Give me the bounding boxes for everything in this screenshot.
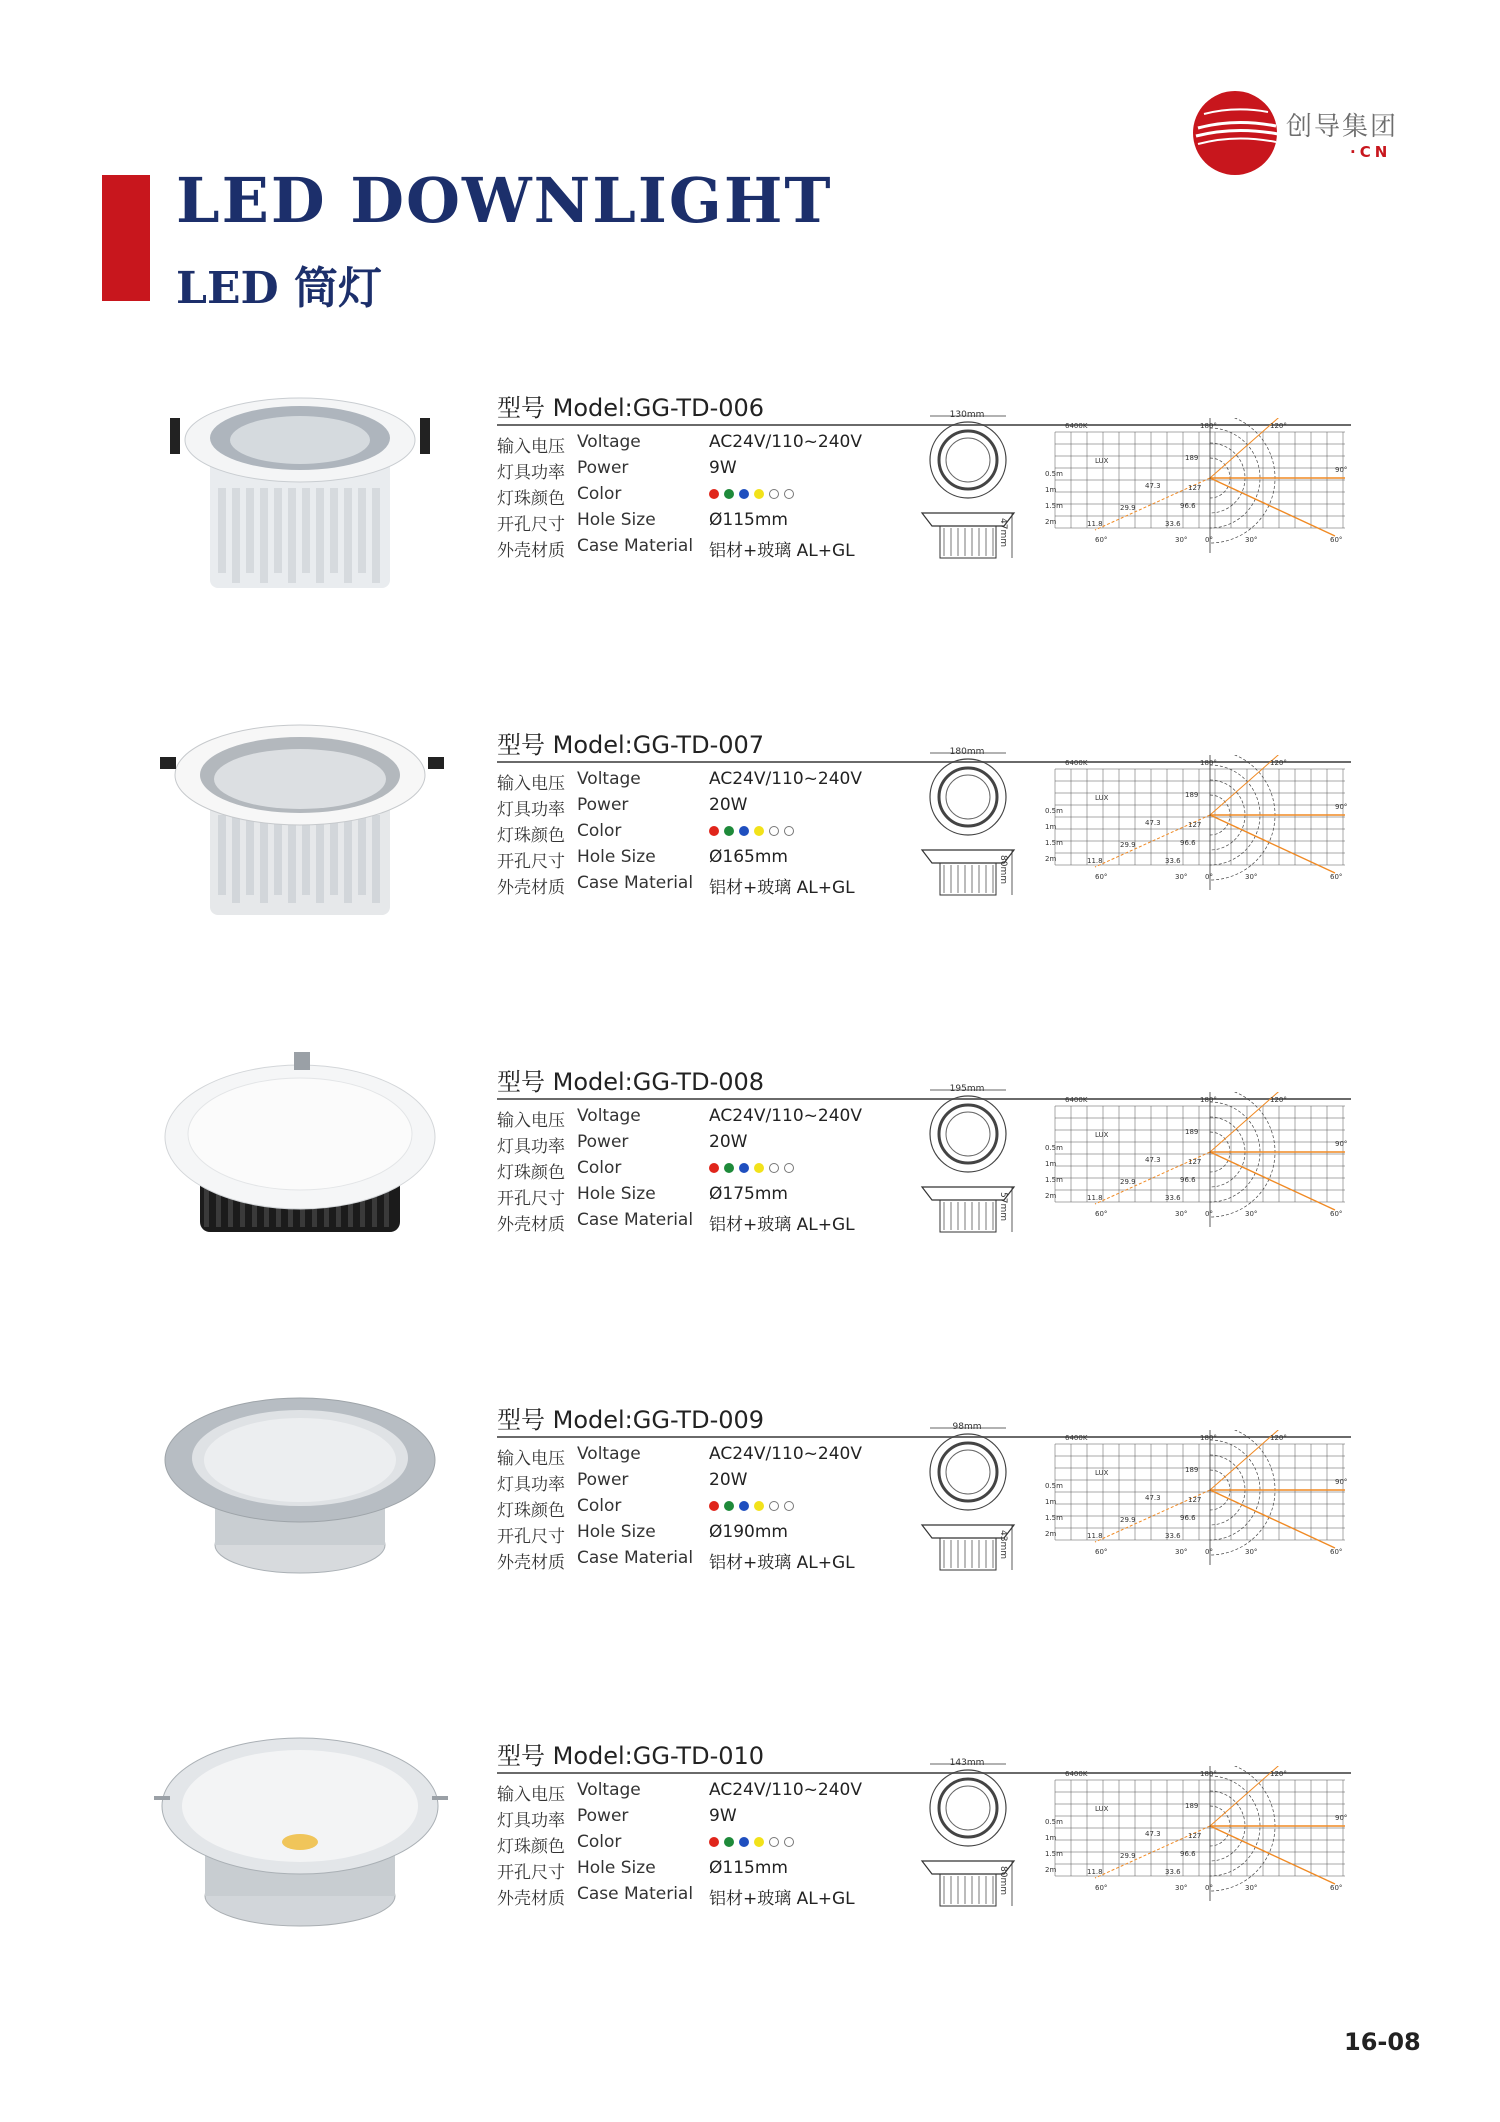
spec-label-en: Power <box>577 1470 629 1490</box>
spec-label-cn: 灯珠颜色 <box>497 826 565 846</box>
lux-value-label: 189 <box>1185 791 1199 799</box>
spec-label-en: Voltage <box>577 769 641 789</box>
spec-label-en: Color <box>577 1496 622 1516</box>
distance-label: 1m <box>1045 823 1057 831</box>
spec-label-en: Voltage <box>577 1444 641 1464</box>
led-color-swatch <box>754 1163 764 1173</box>
spec-value-hole: Ø190mm <box>709 1522 788 1542</box>
angle-label: 60° <box>1330 1210 1343 1218</box>
spec-label-cn: 灯珠颜色 <box>497 1837 565 1857</box>
spec-label-en: Color <box>577 821 622 841</box>
angle-label: 120° <box>1270 759 1287 767</box>
product-entry <box>0 1716 1500 2016</box>
spec-value-voltage: AC24V/110~240V <box>709 1444 862 1464</box>
angle-label: 0° <box>1205 536 1213 544</box>
spec-label-en: Hole Size <box>577 847 656 867</box>
angle-label: 180° <box>1200 1434 1217 1442</box>
lux-value-label: 33.6 <box>1165 520 1181 528</box>
dimension-height: 80mm <box>998 855 1008 884</box>
product-photo <box>140 1716 460 1956</box>
lux-value-label: 47.3 <box>1145 1494 1161 1502</box>
spec-value-power: 20W <box>709 795 748 815</box>
led-color-swatch <box>739 489 749 499</box>
spec-label-en: Color <box>577 1158 622 1178</box>
led-color-swatch <box>784 1837 794 1847</box>
led-color-swatch <box>769 1163 779 1173</box>
distance-label: 1.5m <box>1045 1850 1063 1858</box>
dimension-drawing <box>920 1420 1020 1600</box>
spec-label-en: Case Material <box>577 1548 694 1568</box>
lux-value-label: 127 <box>1188 1158 1202 1166</box>
dimension-drawing-frame <box>920 1420 1020 1600</box>
spec-value-case: 铝材+玻璃 AL+GL <box>709 1553 855 1573</box>
spec-label-en: Voltage <box>577 432 641 452</box>
angle-label: 30° <box>1245 1210 1258 1218</box>
angle-label: 120° <box>1270 422 1287 430</box>
product-photo-frame <box>140 1716 460 1956</box>
dimension-height: 47mm <box>998 518 1008 547</box>
spec-label-en: Power <box>577 1806 629 1826</box>
spec-label-en: Voltage <box>577 1106 641 1126</box>
led-color-swatch <box>739 1163 749 1173</box>
distance-label: 2m <box>1045 1192 1057 1200</box>
logo-suffix: ·CN <box>1350 143 1392 161</box>
angle-label: 180° <box>1200 1770 1217 1778</box>
spec-value-power: 9W <box>709 1806 737 1826</box>
lux-value-label: 29.9 <box>1120 1178 1136 1186</box>
distance-label: 2m <box>1045 518 1057 526</box>
polar-chart-frame <box>1045 1092 1355 1242</box>
light-distribution-chart <box>1045 1766 1355 1916</box>
led-color-swatch <box>769 1501 779 1511</box>
spec-label-en: Hole Size <box>577 1184 656 1204</box>
spec-label-en: Voltage <box>577 1780 641 1800</box>
spec-label-cn: 灯珠颜色 <box>497 1163 565 1183</box>
dimension-drawing-frame <box>920 1756 1020 1936</box>
polar-chart-frame <box>1045 1766 1355 1916</box>
angle-label: 30° <box>1245 536 1258 544</box>
lux-label: LUX <box>1095 1131 1109 1139</box>
lux-value-label: 127 <box>1188 821 1202 829</box>
spec-value-hole: Ø175mm <box>709 1184 788 1204</box>
distance-label: 1m <box>1045 486 1057 494</box>
led-color-swatch <box>709 1501 719 1511</box>
cct-label: 6400K <box>1065 1096 1088 1104</box>
dimension-width: 195mm <box>949 1084 985 1094</box>
spec-label-cn: 输入电压 <box>497 1111 565 1131</box>
led-color-swatches <box>709 489 794 499</box>
lux-value-label: 11.8 <box>1087 1532 1103 1540</box>
lux-value-label: 11.8 <box>1087 857 1103 865</box>
light-distribution-chart <box>1045 1092 1355 1242</box>
lux-value-label: 33.6 <box>1165 1194 1181 1202</box>
product-model: 型号 Model:GG-TD-008 <box>497 1068 765 1096</box>
angle-label: 90° <box>1335 1478 1348 1486</box>
angle-label: 120° <box>1270 1096 1287 1104</box>
title-accent-bar <box>102 175 150 301</box>
dimension-width: 143mm <box>949 1758 985 1768</box>
lux-value-label: 96.6 <box>1180 1514 1196 1522</box>
spec-value-case: 铝材+玻璃 AL+GL <box>709 1215 855 1235</box>
angle-label: 30° <box>1175 536 1188 544</box>
light-distribution-chart <box>1045 755 1355 905</box>
spec-label-en: Case Material <box>577 873 694 893</box>
angle-label: 60° <box>1095 1210 1108 1218</box>
lux-value-label: 29.9 <box>1120 841 1136 849</box>
led-color-swatch <box>754 826 764 836</box>
dimension-height: 57mm <box>998 1192 1008 1221</box>
spec-label-en: Power <box>577 458 629 478</box>
spec-label-cn: 开孔尺寸 <box>497 1189 565 1209</box>
distance-label: 0.5m <box>1045 1144 1063 1152</box>
dimension-drawing <box>920 1756 1020 1936</box>
angle-label: 0° <box>1205 873 1213 881</box>
angle-label: 180° <box>1200 422 1217 430</box>
angle-label: 90° <box>1335 466 1348 474</box>
lux-label: LUX <box>1095 1805 1109 1813</box>
spec-value-power: 20W <box>709 1132 748 1152</box>
lux-value-label: 33.6 <box>1165 1868 1181 1876</box>
led-color-swatch <box>784 489 794 499</box>
spec-label-en: Hole Size <box>577 1858 656 1878</box>
lux-value-label: 189 <box>1185 1802 1199 1810</box>
spec-label-en: Case Material <box>577 1884 694 1904</box>
spec-value-voltage: AC24V/110~240V <box>709 1780 862 1800</box>
product-photo-frame <box>140 368 460 608</box>
dimension-width: 180mm <box>949 747 985 757</box>
polar-chart-frame <box>1045 755 1355 905</box>
led-color-swatches <box>709 1837 794 1847</box>
angle-label: 30° <box>1175 1210 1188 1218</box>
angle-label: 60° <box>1330 1884 1343 1892</box>
page-subtitle: LED 筒灯 <box>176 263 382 314</box>
angle-label: 90° <box>1335 803 1348 811</box>
spec-label-cn: 开孔尺寸 <box>497 1863 565 1883</box>
distance-label: 0.5m <box>1045 470 1063 478</box>
angle-label: 60° <box>1330 873 1343 881</box>
spec-label-en: Color <box>577 1832 622 1852</box>
spec-label-cn: 灯具功率 <box>497 1137 565 1157</box>
spec-value-case: 铝材+玻璃 AL+GL <box>709 878 855 898</box>
spec-value-hole: Ø165mm <box>709 847 788 867</box>
led-color-swatch <box>709 1837 719 1847</box>
cct-label: 6400K <box>1065 422 1088 430</box>
spec-label-cn: 输入电压 <box>497 437 565 457</box>
angle-label: 30° <box>1245 873 1258 881</box>
spec-label-cn: 灯具功率 <box>497 800 565 820</box>
lux-value-label: 47.3 <box>1145 482 1161 490</box>
angle-label: 60° <box>1330 536 1343 544</box>
product-model: 型号 Model:GG-TD-006 <box>497 394 765 422</box>
angle-label: 30° <box>1175 1548 1188 1556</box>
angle-label: 90° <box>1335 1140 1348 1148</box>
distance-label: 1.5m <box>1045 839 1063 847</box>
led-color-swatch <box>724 1837 734 1847</box>
led-color-swatches <box>709 1501 794 1511</box>
spec-label-cn: 外壳材质 <box>497 1553 565 1573</box>
led-color-swatch <box>739 1501 749 1511</box>
lux-value-label: 127 <box>1188 1832 1202 1840</box>
led-color-swatch <box>769 826 779 836</box>
lux-value-label: 29.9 <box>1120 504 1136 512</box>
led-color-swatches <box>709 826 794 836</box>
lux-value-label: 29.9 <box>1120 1852 1136 1860</box>
distance-label: 0.5m <box>1045 1818 1063 1826</box>
spec-value-voltage: AC24V/110~240V <box>709 432 862 452</box>
dimension-drawing-frame <box>920 745 1020 925</box>
spec-value-power: 9W <box>709 458 737 478</box>
led-color-swatch <box>724 1501 734 1511</box>
angle-label: 60° <box>1095 1884 1108 1892</box>
product-model: 型号 Model:GG-TD-009 <box>497 1406 765 1434</box>
cct-label: 6400K <box>1065 1434 1088 1442</box>
product-entry <box>0 368 1500 668</box>
angle-label: 180° <box>1200 759 1217 767</box>
angle-label: 0° <box>1205 1884 1213 1892</box>
polar-chart-frame <box>1045 1430 1355 1580</box>
distance-label: 1m <box>1045 1834 1057 1842</box>
lux-value-label: 127 <box>1188 1496 1202 1504</box>
led-color-swatch <box>709 1163 719 1173</box>
spec-value-voltage: AC24V/110~240V <box>709 1106 862 1126</box>
lux-value-label: 11.8 <box>1087 520 1103 528</box>
lux-value-label: 47.3 <box>1145 1156 1161 1164</box>
angle-label: 90° <box>1335 1814 1348 1822</box>
angle-label: 60° <box>1330 1548 1343 1556</box>
spec-label-cn: 开孔尺寸 <box>497 515 565 535</box>
led-color-swatch <box>724 826 734 836</box>
led-color-swatch <box>754 1837 764 1847</box>
spec-label-en: Case Material <box>577 536 694 556</box>
angle-label: 0° <box>1205 1210 1213 1218</box>
spec-label-en: Color <box>577 484 622 504</box>
product-photo-frame <box>140 1042 460 1282</box>
spec-value-case: 铝材+玻璃 AL+GL <box>709 541 855 561</box>
dimension-height: 80mm <box>998 1866 1008 1895</box>
lux-value-label: 47.3 <box>1145 819 1161 827</box>
angle-label: 180° <box>1200 1096 1217 1104</box>
led-color-swatch <box>739 826 749 836</box>
dimension-drawing <box>920 745 1020 925</box>
spec-label-cn: 灯具功率 <box>497 1811 565 1831</box>
lux-value-label: 29.9 <box>1120 1516 1136 1524</box>
lux-value-label: 189 <box>1185 1128 1199 1136</box>
spec-label-cn: 开孔尺寸 <box>497 1527 565 1547</box>
distance-label: 2m <box>1045 855 1057 863</box>
spec-label-cn: 灯珠颜色 <box>497 489 565 509</box>
spec-value-case: 铝材+玻璃 AL+GL <box>709 1889 855 1909</box>
lux-value-label: 47.3 <box>1145 1830 1161 1838</box>
spec-label-cn: 灯具功率 <box>497 463 565 483</box>
product-photo <box>140 1042 460 1282</box>
product-entry <box>0 1042 1500 1342</box>
light-distribution-chart <box>1045 1430 1355 1580</box>
light-distribution-chart <box>1045 418 1355 568</box>
spec-label-cn: 外壳材质 <box>497 878 565 898</box>
spec-value-hole: Ø115mm <box>709 1858 788 1878</box>
distance-label: 1.5m <box>1045 1514 1063 1522</box>
spec-label-en: Hole Size <box>577 1522 656 1542</box>
logo-circle-icon <box>1190 88 1280 178</box>
led-color-swatch <box>784 1501 794 1511</box>
led-color-swatch <box>709 489 719 499</box>
spec-label-cn: 输入电压 <box>497 774 565 794</box>
page-title: LED DOWNLIGHT <box>176 164 833 237</box>
spec-label-cn: 输入电压 <box>497 1449 565 1469</box>
angle-label: 60° <box>1095 536 1108 544</box>
spec-label-cn: 外壳材质 <box>497 1889 565 1909</box>
led-color-swatch <box>769 489 779 499</box>
spec-label-en: Power <box>577 1132 629 1152</box>
led-color-swatch <box>754 1501 764 1511</box>
product-model: 型号 Model:GG-TD-010 <box>497 1742 765 1770</box>
lux-value-label: 11.8 <box>1087 1194 1103 1202</box>
angle-label: 120° <box>1270 1770 1287 1778</box>
product-entry <box>0 705 1500 1005</box>
led-color-swatch <box>709 826 719 836</box>
product-photo-frame <box>140 705 460 945</box>
product-photo <box>140 368 460 608</box>
angle-label: 30° <box>1175 1884 1188 1892</box>
lux-value-label: 189 <box>1185 454 1199 462</box>
polar-chart-frame <box>1045 418 1355 568</box>
led-color-swatch <box>724 489 734 499</box>
spec-value-voltage: AC24V/110~240V <box>709 769 862 789</box>
lux-label: LUX <box>1095 1469 1109 1477</box>
led-color-swatch <box>784 1163 794 1173</box>
lux-value-label: 96.6 <box>1180 1176 1196 1184</box>
lux-label: LUX <box>1095 794 1109 802</box>
led-color-swatch <box>784 826 794 836</box>
lux-value-label: 96.6 <box>1180 502 1196 510</box>
angle-label: 30° <box>1245 1884 1258 1892</box>
led-color-swatch <box>739 1837 749 1847</box>
distance-label: 1.5m <box>1045 1176 1063 1184</box>
dimension-drawing-frame <box>920 408 1020 588</box>
product-entry <box>0 1380 1500 1680</box>
lux-value-label: 189 <box>1185 1466 1199 1474</box>
spec-label-cn: 输入电压 <box>497 1785 565 1805</box>
dimension-width: 130mm <box>949 410 985 420</box>
product-model: 型号 Model:GG-TD-007 <box>497 731 765 759</box>
angle-label: 30° <box>1245 1548 1258 1556</box>
spec-label-cn: 灯具功率 <box>497 1475 565 1495</box>
led-color-swatches <box>709 1163 794 1173</box>
distance-label: 2m <box>1045 1866 1057 1874</box>
brand-logo <box>1190 88 1430 178</box>
dimension-height: 43mm <box>998 1530 1008 1559</box>
distance-label: 1m <box>1045 1498 1057 1506</box>
lux-value-label: 33.6 <box>1165 1532 1181 1540</box>
dimension-drawing-frame <box>920 1082 1020 1262</box>
logo-text: 创导集团 <box>1286 112 1399 142</box>
angle-label: 30° <box>1175 873 1188 881</box>
spec-label-en: Power <box>577 795 629 815</box>
spec-label-cn: 外壳材质 <box>497 1215 565 1235</box>
angle-label: 0° <box>1205 1548 1213 1556</box>
lux-value-label: 11.8 <box>1087 1868 1103 1876</box>
lux-value-label: 33.6 <box>1165 857 1181 865</box>
distance-label: 0.5m <box>1045 1482 1063 1490</box>
distance-label: 1m <box>1045 1160 1057 1168</box>
lux-value-label: 96.6 <box>1180 1850 1196 1858</box>
distance-label: 0.5m <box>1045 807 1063 815</box>
lux-value-label: 96.6 <box>1180 839 1196 847</box>
spec-label-en: Hole Size <box>577 510 656 530</box>
spec-value-hole: Ø115mm <box>709 510 788 530</box>
spec-label-en: Case Material <box>577 1210 694 1230</box>
led-color-swatch <box>724 1163 734 1173</box>
spec-label-cn: 开孔尺寸 <box>497 852 565 872</box>
lux-label: LUX <box>1095 457 1109 465</box>
product-photo <box>140 705 460 945</box>
lux-value-label: 127 <box>1188 484 1202 492</box>
product-photo <box>140 1380 460 1620</box>
dimension-drawing <box>920 1082 1020 1262</box>
distance-label: 2m <box>1045 1530 1057 1538</box>
angle-label: 120° <box>1270 1434 1287 1442</box>
spec-label-cn: 灯珠颜色 <box>497 1501 565 1521</box>
dimension-width: 98mm <box>952 1422 982 1432</box>
dimension-drawing <box>920 408 1020 588</box>
angle-label: 60° <box>1095 1548 1108 1556</box>
spec-label-cn: 外壳材质 <box>497 541 565 561</box>
product-photo-frame <box>140 1380 460 1620</box>
page-number: 16-08 <box>1344 2028 1421 2056</box>
cct-label: 6400K <box>1065 759 1088 767</box>
angle-label: 60° <box>1095 873 1108 881</box>
distance-label: 1.5m <box>1045 502 1063 510</box>
spec-value-power: 20W <box>709 1470 748 1490</box>
led-color-swatch <box>754 489 764 499</box>
cct-label: 6400K <box>1065 1770 1088 1778</box>
led-color-swatch <box>769 1837 779 1847</box>
